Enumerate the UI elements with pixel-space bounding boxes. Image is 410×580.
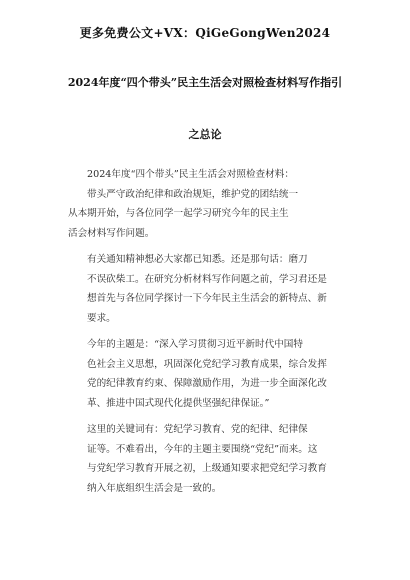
text-line: 党的纪律教育约束、保障激励作用，为进一步全面深化改 <box>87 378 327 389</box>
text-line: 活会材料写作问题。 <box>68 227 155 239</box>
text-line: 要求。 <box>87 312 116 324</box>
paragraph <box>68 335 350 413</box>
text-line: 革、推进中国式现代化提供坚强纪律保证。” <box>87 397 270 409</box>
document-title: 2024年度“四个带头”民主生活会对照检查材料写作指引 <box>67 76 343 89</box>
paragraph <box>68 250 350 328</box>
document-body <box>68 165 350 505</box>
text-line: 纳入年底组织生活会是一致的。 <box>87 482 222 494</box>
page-header: 更多免费公文+VX：QiGeGongWen2024 <box>79 26 331 40</box>
paragraph <box>68 420 350 498</box>
paragraph <box>68 185 350 205</box>
text-line: 不误砍柴工。在研究分析材料写作问题之前，学习君还是 <box>87 273 327 285</box>
text-line: 想首先与各位同学探讨一下今年民主生活会的新特点、新 <box>87 293 327 304</box>
paragraph <box>68 204 350 243</box>
text-line: 今年的主题是：“深入学习贯彻习近平新时代中国特 <box>87 339 303 350</box>
text-line: 带头严守政治纪律和政治规矩，维护党的团结统一 <box>87 188 299 200</box>
paragraph <box>68 165 350 185</box>
text-line: 证等。不难看出，今年的主题主要围绕“党纪”而来。这 <box>87 443 318 455</box>
text-line: 与党纪学习教育开展之初，上级通知要求把党纪学习教育 <box>87 463 327 474</box>
text-line: 有关通知精神想必大家都已知悉。还是那句话：磨刀 <box>87 254 308 265</box>
document-subtitle: 之总论 <box>188 128 222 141</box>
text-line: 色社会主义思想，巩固深化党纪学习教育成果，综合发挥 <box>87 358 327 370</box>
text-line: 2024年度“四个带头”民主生活会对照检查材料： <box>87 169 294 180</box>
text-line: 这里的关键词有：党纪学习教育、党的纪律、纪律保 <box>87 424 308 435</box>
text-line: 从本期开始，与各位同学一起学习研究今年的民主生 <box>68 208 289 219</box>
